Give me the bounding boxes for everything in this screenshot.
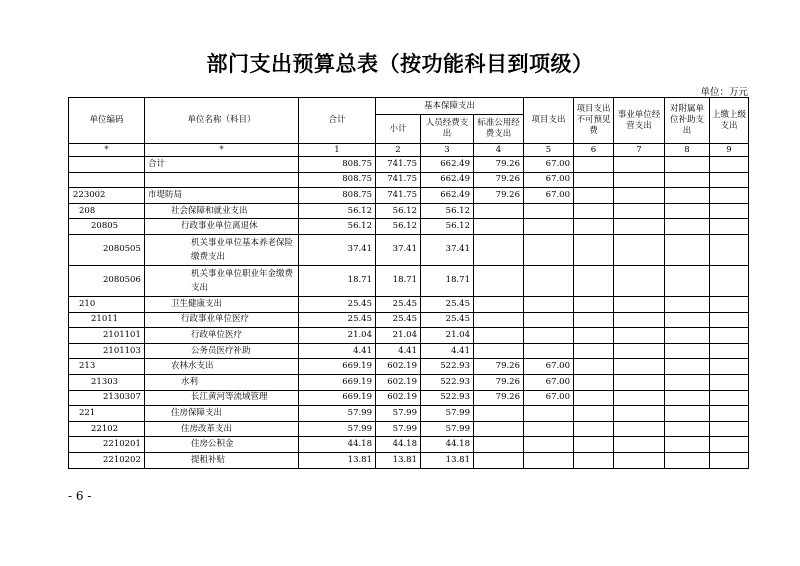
cell-value (710, 219, 749, 235)
cell-name: 长江黄河等流域管理 (145, 390, 299, 406)
cell-value (574, 437, 614, 453)
cell-code (69, 157, 145, 173)
cell-value (574, 421, 614, 437)
cell-value: 662.49 (421, 172, 474, 188)
cell-value: 79.26 (474, 359, 524, 375)
cell-value (474, 343, 524, 359)
cell-value (665, 390, 710, 406)
cell-value (665, 265, 710, 296)
cell-code: 2210201 (69, 437, 145, 453)
cell-value (614, 437, 665, 453)
cell-value (524, 343, 574, 359)
cell-value: 669.19 (299, 390, 376, 406)
cell-value: 13.81 (421, 452, 474, 468)
cell-value (665, 359, 710, 375)
cell-name: 提租补贴 (145, 452, 299, 468)
index-cell: 1 (299, 144, 376, 157)
cell-name: 合计 (145, 157, 299, 173)
header-subsidy: 对附属单位补助支出 (665, 98, 710, 144)
cell-name: 住房改革支出 (145, 421, 299, 437)
cell-value: 18.71 (299, 265, 376, 296)
table-row (69, 437, 749, 453)
header-personnel: 人员经费支出 (421, 115, 474, 144)
cell-code: 208 (69, 203, 145, 219)
cell-value (574, 203, 614, 219)
header-name: 单位名称（科目） (145, 98, 299, 144)
cell-value: 56.12 (421, 203, 474, 219)
cell-value: 741.75 (376, 188, 421, 204)
cell-value: 741.75 (376, 172, 421, 188)
table-row (69, 343, 749, 359)
cell-value (474, 296, 524, 312)
cell-value (665, 296, 710, 312)
index-cell: 4 (474, 144, 524, 157)
cell-value: 602.19 (376, 390, 421, 406)
cell-value: 13.81 (376, 452, 421, 468)
header-total: 合计 (299, 98, 376, 144)
cell-value (665, 312, 710, 328)
cell-value: 44.18 (376, 437, 421, 453)
cell-value (710, 343, 749, 359)
cell-code: 2080505 (69, 234, 145, 265)
header-basic: 基本保障支出 (376, 98, 524, 115)
cell-value (710, 390, 749, 406)
cell-value: 18.71 (421, 265, 474, 296)
cell-value (474, 265, 524, 296)
cell-value (710, 296, 749, 312)
table-row (69, 219, 749, 235)
cell-value: 21.04 (421, 328, 474, 344)
cell-value (710, 234, 749, 265)
table-row (69, 203, 749, 219)
cell-value (710, 421, 749, 437)
cell-value (524, 203, 574, 219)
cell-code: 223002 (69, 188, 145, 204)
header-project: 项目支出 (524, 98, 574, 144)
table-body (69, 157, 749, 469)
cell-value (710, 374, 749, 390)
cell-value (614, 172, 665, 188)
cell-value (574, 390, 614, 406)
cell-name: 公务员医疗补助 (145, 343, 299, 359)
cell-value (574, 234, 614, 265)
cell-value: 79.26 (474, 172, 524, 188)
cell-value: 602.19 (376, 359, 421, 375)
cell-name: 农林水支出 (145, 359, 299, 375)
cell-value (710, 406, 749, 422)
cell-value: 37.41 (376, 234, 421, 265)
cell-value (710, 312, 749, 328)
page-number: - 6 - (68, 489, 92, 503)
cell-value: 56.12 (376, 219, 421, 235)
cell-code: 2210202 (69, 452, 145, 468)
cell-value (574, 328, 614, 344)
cell-name: 机关事业单位基本养老保险缴费支出 (145, 234, 299, 265)
cell-value (524, 219, 574, 235)
cell-value (710, 452, 749, 468)
table-row (69, 452, 749, 468)
cell-name: 机关事业单位职业年金缴费支出 (145, 265, 299, 296)
cell-value: 67.00 (524, 359, 574, 375)
cell-value: 57.99 (376, 421, 421, 437)
cell-value (614, 421, 665, 437)
cell-name: 行政事业单位医疗 (145, 312, 299, 328)
table-row (69, 328, 749, 344)
budget-table (68, 97, 749, 469)
index-cell: 5 (524, 144, 574, 157)
cell-value: 18.71 (376, 265, 421, 296)
cell-value (614, 359, 665, 375)
cell-value: 57.99 (299, 406, 376, 422)
cell-code: 2101103 (69, 343, 145, 359)
index-cell: * (145, 144, 299, 157)
cell-code: 2080506 (69, 265, 145, 296)
cell-name: 社会保障和就业支出 (145, 203, 299, 219)
table-row (69, 296, 749, 312)
header-code: 单位编码 (69, 98, 145, 144)
cell-value (524, 437, 574, 453)
cell-value: 25.45 (376, 296, 421, 312)
cell-value (710, 172, 749, 188)
cell-value (710, 328, 749, 344)
cell-value: 25.45 (421, 312, 474, 328)
cell-value: 4.41 (299, 343, 376, 359)
cell-value (474, 421, 524, 437)
cell-value (665, 234, 710, 265)
cell-value (614, 328, 665, 344)
cell-name: 行政事业单位离退休 (145, 219, 299, 235)
cell-value (710, 203, 749, 219)
cell-value (574, 265, 614, 296)
table-row (69, 390, 749, 406)
cell-code: 210 (69, 296, 145, 312)
cell-value: 57.99 (421, 406, 474, 422)
cell-value: 37.41 (299, 234, 376, 265)
cell-value (614, 188, 665, 204)
cell-value (614, 296, 665, 312)
cell-value (614, 312, 665, 328)
cell-value: 25.45 (299, 312, 376, 328)
cell-value (574, 188, 614, 204)
table-row (69, 312, 749, 328)
table-row (69, 265, 749, 296)
cell-value: 522.93 (421, 390, 474, 406)
cell-value (524, 328, 574, 344)
cell-name: 住房公积金 (145, 437, 299, 453)
cell-name (145, 172, 299, 188)
cell-value (524, 312, 574, 328)
cell-value: 79.26 (474, 374, 524, 390)
cell-value: 56.12 (299, 219, 376, 235)
cell-value (574, 406, 614, 422)
cell-value (614, 157, 665, 173)
cell-value: 662.49 (421, 188, 474, 204)
cell-value (574, 157, 614, 173)
page-title: 部门支出预算总表（按功能科目到项级） (206, 52, 594, 76)
cell-name: 市堤防局 (145, 188, 299, 204)
cell-value (574, 343, 614, 359)
cell-value (614, 219, 665, 235)
cell-value: 37.41 (421, 234, 474, 265)
table-row (69, 172, 749, 188)
table-row (69, 188, 749, 204)
table-row (69, 157, 749, 173)
cell-value (574, 172, 614, 188)
cell-value: 808.75 (299, 172, 376, 188)
index-cell: 7 (614, 144, 665, 157)
header-unforeseen: 项目支出不可预见费 (574, 98, 614, 144)
cell-value (614, 374, 665, 390)
cell-value: 522.93 (421, 374, 474, 390)
header-enterprise: 事业单位经营支出 (614, 98, 665, 144)
header-subtotal: 小计 (376, 115, 421, 144)
cell-value: 25.45 (299, 296, 376, 312)
cell-value: 57.99 (299, 421, 376, 437)
cell-code: 213 (69, 359, 145, 375)
cell-value (665, 452, 710, 468)
cell-value: 741.75 (376, 157, 421, 173)
cell-value (474, 406, 524, 422)
cell-value (474, 234, 524, 265)
cell-value: 56.12 (299, 203, 376, 219)
cell-value (665, 188, 710, 204)
index-cell: 3 (421, 144, 474, 157)
header-upper: 上缴上级支出 (710, 98, 749, 144)
cell-value (614, 203, 665, 219)
table-row (69, 359, 749, 375)
cell-value (524, 421, 574, 437)
cell-value (710, 359, 749, 375)
cell-value: 67.00 (524, 172, 574, 188)
cell-value (474, 328, 524, 344)
index-cell: * (69, 144, 145, 157)
header-standard: 标准公用经费支出 (474, 115, 524, 144)
index-row (69, 144, 749, 157)
cell-value (474, 203, 524, 219)
cell-value (524, 452, 574, 468)
cell-value (524, 406, 574, 422)
cell-value: 79.26 (474, 188, 524, 204)
cell-value: 808.75 (299, 188, 376, 204)
cell-value (614, 234, 665, 265)
cell-value (574, 219, 614, 235)
index-cell: 6 (574, 144, 614, 157)
cell-code: 2130307 (69, 390, 145, 406)
cell-value: 57.99 (376, 406, 421, 422)
index-cell: 8 (665, 144, 710, 157)
cell-value: 56.12 (376, 203, 421, 219)
cell-value (665, 219, 710, 235)
cell-value: 669.19 (299, 374, 376, 390)
cell-value (524, 296, 574, 312)
cell-value (474, 452, 524, 468)
cell-value: 79.26 (474, 390, 524, 406)
cell-value (614, 343, 665, 359)
cell-value: 67.00 (524, 390, 574, 406)
cell-value (474, 437, 524, 453)
unit-label: 单位：万元 (700, 87, 748, 98)
cell-value (665, 343, 710, 359)
cell-name: 水利 (145, 374, 299, 390)
cell-value (665, 157, 710, 173)
cell-value: 67.00 (524, 157, 574, 173)
cell-value: 44.18 (421, 437, 474, 453)
cell-value (710, 437, 749, 453)
cell-value (574, 359, 614, 375)
cell-value (574, 452, 614, 468)
cell-value (710, 265, 749, 296)
cell-value: 602.19 (376, 374, 421, 390)
cell-value: 79.26 (474, 157, 524, 173)
cell-value (474, 219, 524, 235)
cell-value (710, 157, 749, 173)
cell-value (524, 234, 574, 265)
cell-value: 4.41 (376, 343, 421, 359)
cell-code (69, 172, 145, 188)
table-row (69, 421, 749, 437)
cell-value: 13.81 (299, 452, 376, 468)
cell-value (665, 328, 710, 344)
cell-value: 21.04 (299, 328, 376, 344)
cell-value: 21.04 (376, 328, 421, 344)
index-cell: 9 (710, 144, 749, 157)
cell-value (665, 421, 710, 437)
cell-value (710, 188, 749, 204)
table-row (69, 406, 749, 422)
cell-value: 25.45 (376, 312, 421, 328)
cell-value (665, 203, 710, 219)
cell-value: 44.18 (299, 437, 376, 453)
cell-value (574, 374, 614, 390)
cell-value: 808.75 (299, 157, 376, 173)
cell-value: 662.49 (421, 157, 474, 173)
cell-value (665, 374, 710, 390)
cell-code: 21011 (69, 312, 145, 328)
cell-value: 67.00 (524, 374, 574, 390)
cell-code: 20805 (69, 219, 145, 235)
cell-value: 57.99 (421, 421, 474, 437)
cell-value: 56.12 (421, 219, 474, 235)
cell-value (614, 406, 665, 422)
cell-name: 行政单位医疗 (145, 328, 299, 344)
cell-value (614, 390, 665, 406)
table-row (69, 234, 749, 265)
table-row (69, 374, 749, 390)
cell-value: 25.45 (421, 296, 474, 312)
cell-value (665, 406, 710, 422)
cell-value (574, 296, 614, 312)
cell-name: 住房保障支出 (145, 406, 299, 422)
cell-code: 22102 (69, 421, 145, 437)
cell-name: 卫生健康支出 (145, 296, 299, 312)
cell-value (474, 312, 524, 328)
cell-value: 67.00 (524, 188, 574, 204)
cell-code: 221 (69, 406, 145, 422)
cell-value (614, 265, 665, 296)
cell-value (665, 172, 710, 188)
cell-code: 2101101 (69, 328, 145, 344)
cell-value (524, 265, 574, 296)
cell-value (574, 312, 614, 328)
cell-value (614, 452, 665, 468)
cell-value: 4.41 (421, 343, 474, 359)
cell-code: 21303 (69, 374, 145, 390)
index-cell: 2 (376, 144, 421, 157)
cell-value: 522.93 (421, 359, 474, 375)
cell-value: 669.19 (299, 359, 376, 375)
cell-value (665, 437, 710, 453)
